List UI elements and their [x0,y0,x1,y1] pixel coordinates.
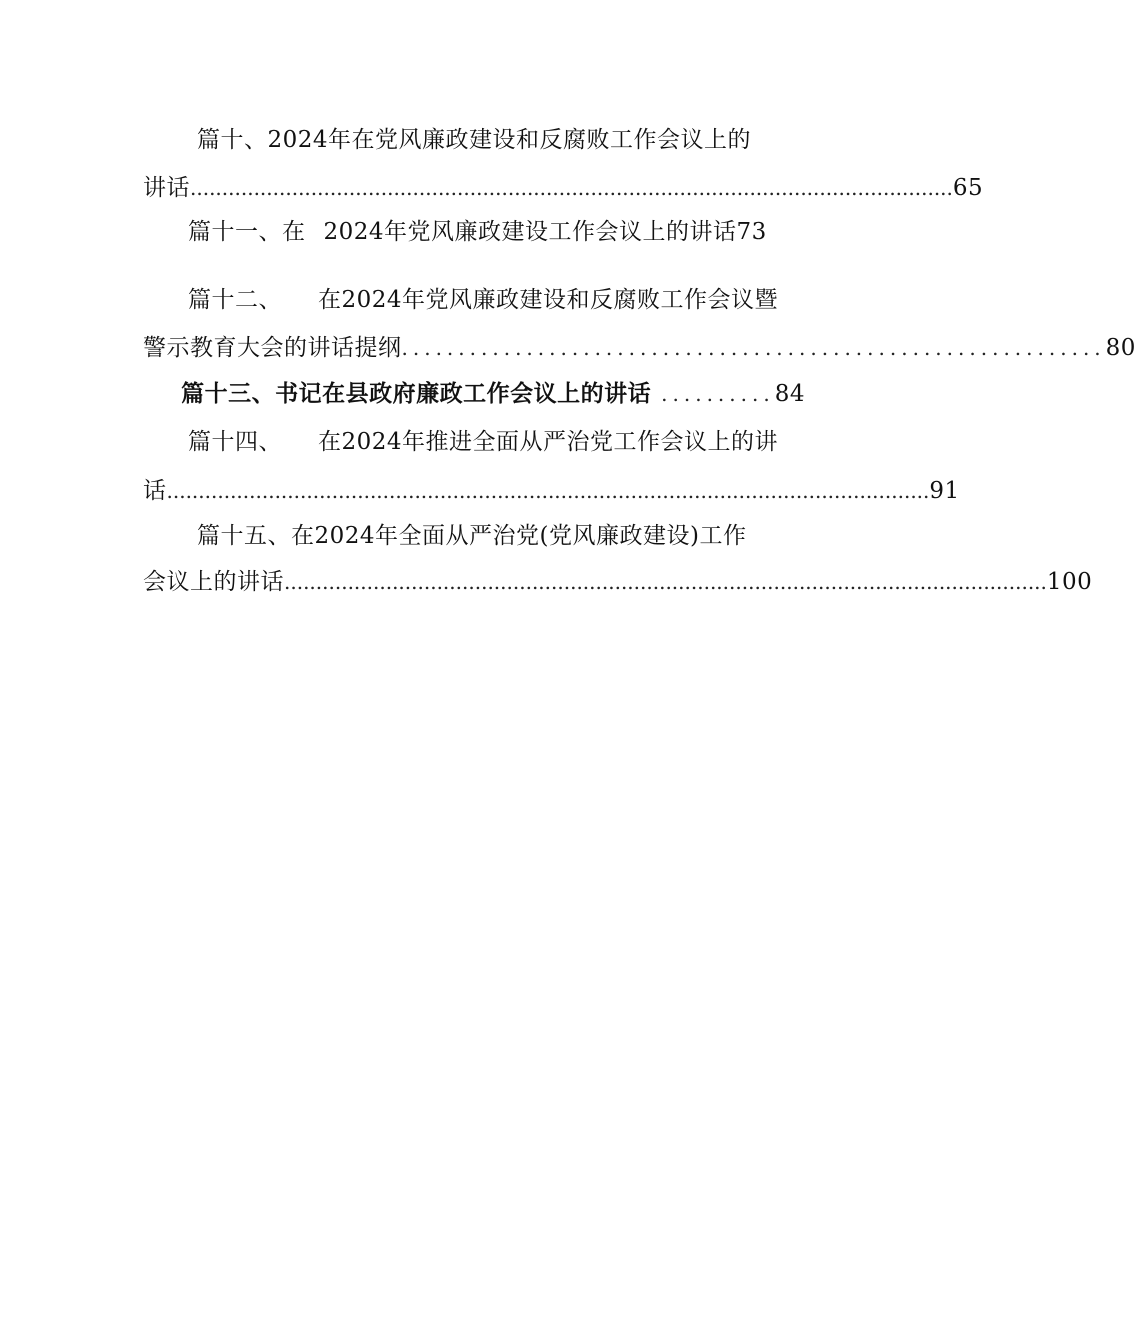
toc-entry-12-title: 在2024年党风廉政建设和反腐败工作会议暨 [318,287,779,313]
toc-entry-10-line-2[interactable] [143,170,984,206]
toc-leader-dots: ........................................................................................................................ [166,479,930,503]
toc-entry-15-line-1 [143,518,805,554]
toc-entry-10-title: 篇十、2024年在党风廉政建设和反腐败工作会议上的 [197,127,752,153]
toc-entry-13-title: 篇十三、书记在县政府廉政工作会议上的讲话 [181,381,652,407]
toc-entry-12-page: 80 [1105,335,1136,361]
toc-entry-13[interactable] [143,376,805,412]
toc-entry-11-prefix: 篇十一、在 [188,219,306,245]
toc-entry-12-title-cont: 警示教育大会的讲话提纲 [143,335,402,361]
toc-entry-10-page: 65 [952,175,984,201]
toc-entry-11-page: 73 [736,219,767,245]
toc-entry-13-page: 84 [774,381,805,407]
toc-entry-12-line-2[interactable] [143,330,1136,366]
toc-leader-dots: ........................................................................................................................ [190,176,953,200]
toc-entry-14-line-2[interactable] [143,473,960,509]
toc-entry-14-title-cont: 话 [143,478,167,504]
toc-entry-10-line-1 [143,122,805,158]
toc-entry-11-title: 2024年党风廉政建设工作会议上的讲话 [323,219,737,245]
toc-entry-10-title-cont: 讲话 [143,175,190,201]
toc-entry-15-line-2[interactable] [143,564,1093,600]
toc-leader-dots: ........................................................................................................................ [284,570,1047,594]
toc-entry-15-title-cont: 会议上的讲话 [143,569,284,595]
toc-entry-11[interactable] [143,214,805,250]
toc-entry-14-page: 91 [929,478,960,504]
toc-entry-14-title: 在2024年推进全面从严治党工作会议上的讲 [318,429,779,455]
toc-entry-12-prefix: 篇十二、 [188,287,282,313]
toc-entry-15-page: 100 [1046,569,1093,595]
toc-entry-14-line-1 [143,424,805,460]
toc-leader-dots: .......... [661,382,775,406]
toc-entry-14-prefix: 篇十四、 [188,429,282,455]
toc-entry-12-line-1 [143,282,805,318]
toc-entry-15-title: 篇十五、在2024年全面从严治党(党风廉政建设)工作 [197,523,747,549]
toc-leader-dots: .............................................................. [401,336,1106,360]
